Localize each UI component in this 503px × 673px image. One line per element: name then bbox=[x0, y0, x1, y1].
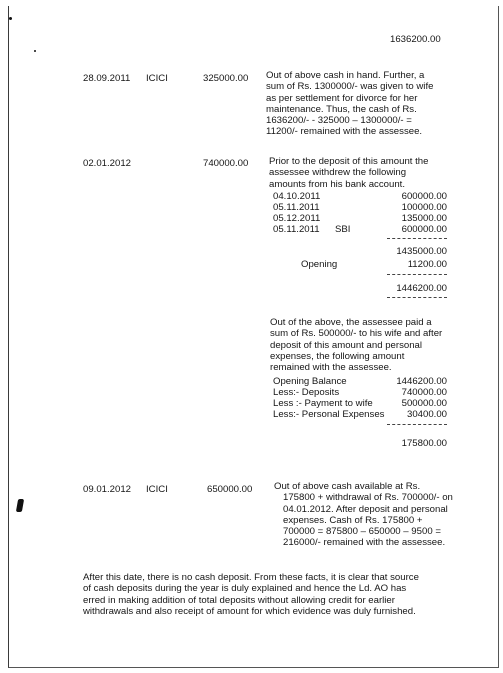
remark-line: 700000 = 875800 – 650000 – 9500 = bbox=[283, 526, 441, 538]
opening-label: Opening bbox=[301, 259, 338, 270]
entry-3-date: 09.01.2012 bbox=[83, 484, 132, 495]
withdrawal-amount: 600000.00 bbox=[401, 224, 447, 235]
conclusion-line: withdrawals and also receipt of amount for which evidence was duly furnished. bbox=[83, 605, 416, 617]
remark-line: Out of above cash in hand. Further, a bbox=[266, 70, 425, 81]
remark-line: assessee withdrew the following bbox=[269, 167, 407, 179]
divider bbox=[387, 238, 447, 239]
withdrawal-amount: 100000.00 bbox=[401, 202, 447, 213]
balance-amount: 740000.00 bbox=[401, 387, 447, 398]
remark-line: remained with the assessee. bbox=[270, 362, 392, 374]
entry-1-remarks bbox=[266, 70, 452, 138]
entry-1-amount: 325000.00 bbox=[203, 73, 249, 84]
withdrawal-amount: 135000.00 bbox=[401, 213, 447, 224]
remark-line: Prior to the deposit of this amount the bbox=[269, 156, 429, 167]
balance-amount: 30400.00 bbox=[406, 409, 447, 420]
remark-line: sum of Rs. 1300000/- was given to wife bbox=[266, 81, 434, 93]
remark-line: 1636200/- - 325000 – 1300000/- = bbox=[266, 115, 412, 127]
scan-speck bbox=[9, 17, 12, 20]
withdrawal-date: 05.11.2011 bbox=[273, 202, 320, 213]
balance-amount: 1446200.00 bbox=[396, 376, 447, 387]
entry-3-bank: ICICI bbox=[146, 484, 168, 495]
opening-amount: 11200.00 bbox=[407, 259, 447, 270]
entry-2-remarks bbox=[269, 156, 455, 190]
remark-line: as per settlement for divorce for her bbox=[266, 92, 418, 104]
divider bbox=[387, 297, 447, 298]
remark-line: 216000/- remained with the assessee. bbox=[283, 537, 446, 549]
conclusion-line: of cash deposits during the year is duly explained and hence the Ld. AO has bbox=[83, 583, 407, 595]
divider bbox=[387, 274, 447, 275]
remark-line: Out of above cash available at Rs. bbox=[274, 481, 421, 492]
conclusion-line: After this date, there is no cash deposit. From these facts, it is clear that source bbox=[83, 572, 419, 583]
conclusion-paragraph bbox=[83, 572, 463, 617]
withdrawal-subtotal: 1435000.00 bbox=[396, 246, 447, 257]
balance-label: Opening Balance bbox=[273, 376, 347, 387]
total-available: 1446200.00 bbox=[396, 283, 447, 294]
withdrawal-date: 05.12.2011 bbox=[273, 213, 321, 224]
balance-label: Less:- Deposits bbox=[273, 387, 340, 398]
entry-2-amount: 740000.00 bbox=[203, 158, 249, 169]
withdrawal-date: 05.11.2011 bbox=[273, 224, 320, 235]
balance-label: Less :- Payment to wife bbox=[273, 398, 373, 409]
balance-label: Less:- Personal Expenses bbox=[273, 409, 385, 420]
remark-line: deposit of this amount and personal bbox=[270, 339, 423, 351]
remark-line: Out of the above, the assessee paid a bbox=[270, 317, 432, 328]
carried-total: 1636200.00 bbox=[390, 34, 441, 45]
entry-3-remarks bbox=[274, 481, 454, 549]
remark-line: expenses. Cash of Rs. 175800 + bbox=[283, 514, 423, 526]
entry-1-bank: ICICI bbox=[146, 73, 168, 84]
scan-speck bbox=[34, 50, 36, 52]
withdrawal-amount: 600000.00 bbox=[401, 191, 447, 202]
remark-line: maintenance. Thus, the cash of Rs. bbox=[266, 103, 417, 115]
entry-2-after-remarks bbox=[270, 317, 450, 373]
remark-line: 175800 + withdrawal of Rs. 700000/- on bbox=[283, 492, 453, 504]
remark-line: 04.01.2012. After deposit and personal bbox=[283, 503, 448, 515]
balance-amount: 500000.00 bbox=[401, 398, 447, 409]
conclusion-line: erred in making addition of total deposits without allowing credit for earlier bbox=[83, 594, 395, 606]
closing-balance: 175800.00 bbox=[401, 438, 447, 449]
remark-line: sum of Rs. 500000/- to his wife and after bbox=[270, 328, 443, 340]
entry-2-date: 02.01.2012 bbox=[83, 158, 132, 169]
entry-3-amount: 650000.00 bbox=[207, 484, 253, 495]
withdrawal-bank: SBI bbox=[335, 224, 351, 235]
divider bbox=[387, 424, 447, 425]
document-page bbox=[8, 6, 499, 668]
entry-1-date: 28.09.2011 bbox=[83, 73, 131, 84]
remark-line: expenses, the following amount bbox=[270, 350, 405, 362]
remark-line: 11200/- remained with the assessee. bbox=[266, 126, 423, 138]
withdrawal-date: 04.10.2011 bbox=[273, 191, 321, 202]
remark-line: amounts from his bank account. bbox=[269, 178, 405, 190]
